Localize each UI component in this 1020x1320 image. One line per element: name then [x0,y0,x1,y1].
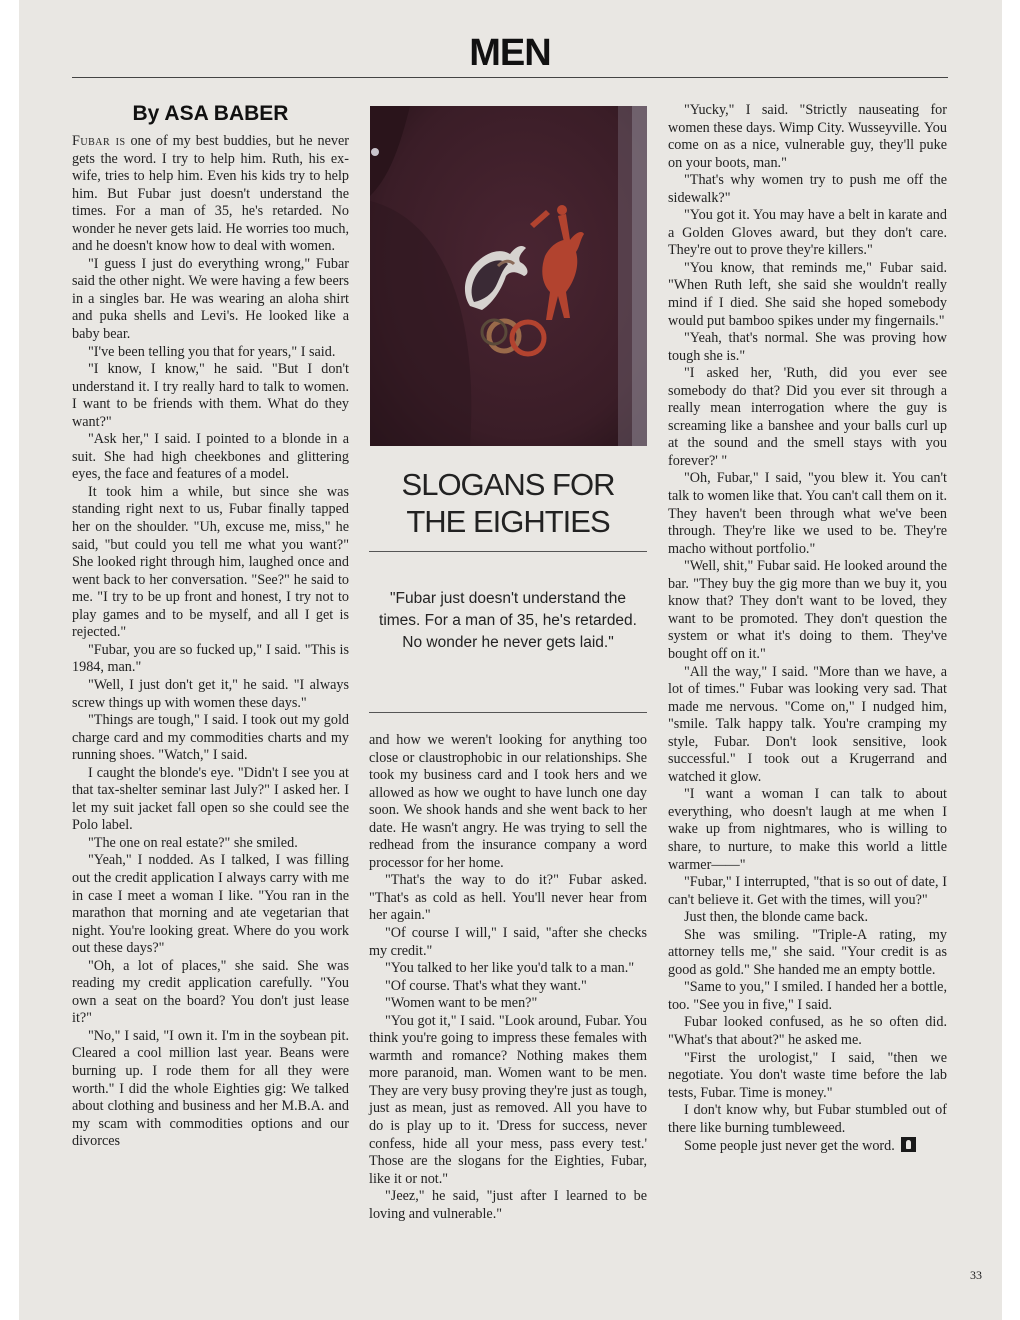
paragraph: "The one on real estate?" she smiled. [88,834,298,851]
article-column-2 [369,732,647,1223]
paragraph: "Of course I will," I said, "after she checks my credit." [369,925,647,959]
paragraph: "Well, I just don't get it," he said. "I always screw things up with women these days." [72,676,349,711]
playboy-bunny-icon [901,1137,916,1152]
paragraph: "No," I said, "I own it. I'm in the soybean pit. Cleared a cool million last year. Beans were burning up. I rode them for all they were worth." I did the whole Eighties gig: We talked about clothing and business and her M.B.A. and my scam with commodities options and our divorces [72,1027,349,1150]
section-title: MEN [469,32,551,74]
paragraph: "Yucky," I said. "Strictly nauseating for women these days. Wimp City. Wusseyville. You come on as a nice, vulnerable guy, they'll puke on your boots, man." [668,102,947,171]
pull-quote-top-rule [369,551,647,552]
lead-in: Fubar is [72,133,126,149]
paragraph: Fubar is one of my best buddies, but he never gets the word. I try to help him. Ruth, his ex-wife, tries to help him. Even his kids try to help him. But Fubar just doesn't understand the times. For a man of 35, he's retarded. No wonder he never gets laid. He worries too much, and he doesn't know how to deal with women. [72,133,349,255]
headline-line-1: SLOGANS FOR [401,467,615,502]
paragraph: "Fubar, you are so fucked up," I said. "This is 1984, man." [72,641,349,676]
paragraph: "That's why women try to push me off the sidewalk?" [668,172,947,206]
paragraph: "Women want to be men?" [385,995,538,1012]
paragraph: She was smiling. "Triple-A rating, my attorney tells me," she said. "Your credit is as good as gold." She handed me an empty bottle. [668,926,947,978]
paragraph: "You talked to her like you'd talk to a man." [385,960,635,977]
paragraph: and how we weren't looking for anything too close or claustrophobic in our relationships. She took my business card and I took hers and we allowed as how we ought to have lunch one day soon. We shook hands and she went back to her date. He wasn't angry. He was trying to sell the redhead from the insurance company a word processor for her home. [369,732,647,871]
article-column-3 [668,102,947,1156]
headline-line-2: THE EIGHTIES [406,504,610,539]
header-rule [72,77,948,78]
paragraph: Some people just never get the word. [668,1137,947,1156]
paragraph: "I asked her, 'Ruth, did you ever see somebody do that? Did you ever sit through a really mean interrogation where the guy is screaming like a banshee and your balls curl up at the sound and the smell stays with you forever?' " [668,365,947,469]
paragraph: "Same to you," I smiled. I handed her a bottle, too. "See you in five," I said. [668,979,947,1013]
paragraph: "Well, shit," Fubar said. He looked around the bar. "They buy the gig more than we buy it, you know that? They don't want to be loved, they want to be promoted. They don't question the system or what it's doing to them. They've bought off on it." [668,558,947,662]
paragraph: "You got it. You may have a belt in karate and a Golden Gloves award, but they don't care. They're out to prove they're killers." [668,207,947,259]
paragraph: "I've been telling you that for years," I said. [88,343,336,360]
paragraph: "I know, I know," he said. "But I don't understand it. I try really hard to talk to women. I want to be friends with them. What do they want?" [72,361,349,430]
pull-quote: "Fubar just doesn't understand the times. For a man of 35, he's retarded. No wonder he never gets laid." [379,590,637,651]
shirt-logos-photo [370,106,647,446]
paragraph: "Things are tough," I said. I took out my gold charge card and my commodities charts and my running shoes. "Watch," I said. [72,712,349,764]
paragraph: "Of course. That's what they want." [385,977,587,994]
paragraph: "I guess I just do everything wrong," Fubar said the other night. We were having a few beers in a singles bar. He was wearing an aloha shirt and puka shells and Levi's. He looked like a baby bear. [72,255,349,343]
paragraph: "Yeah, that's normal. She was proving how tough she is." [668,330,947,364]
paragraph: "You know, that reminds me," Fubar said. "When Ruth left, she said she wouldn't really mind if I died. She said she hoped somebody would put bamboo spikes under my fingernails." [668,259,947,329]
paragraph: "Oh, a lot of places," she said. She was reading my credit application carefully. "You own a seat on the board? You don't just lease it?" [72,957,349,1027]
paragraph: "Yeah," I nodded. As I talked, I was filling out the credit application I always carry with me in case I meet a woman I like. "You ran in the marathon that morning and ate vegetarian that night. You're looking great. Where do you work out these days?" [72,852,349,957]
paragraph: "That's the way to do it?" Fubar asked. "That's as cold as hell. You'll never hear from her again." [369,872,647,924]
page-number: 33 [970,1268,982,1282]
paragraph: Fubar looked confused, as he so often did. "What's that about?" he asked me. [668,1014,947,1048]
article-headline [369,466,647,540]
paragraph: "You got it," I said. "Look around, Fubar. You think you're going to impress these females with warmth and romance? Nothing makes them more paranoid, man. Women want to be men. They are very busy proving they're just as tough, just as mean, just as removed. All you have to do is play up to it. 'Dress for success, never confess, hide all your mess, pass every test.' Those are the slogans for the Eighties, Fubar, like it or not." [369,1012,647,1187]
paragraph: I don't know why, but Fubar stumbled out of there like burning tumbleweed. [668,1102,947,1136]
paragraph: "I want a woman I can talk to about everything, who doesn't laugh at me when I wake up from nightmares, who is willing to share, to nurture, to make this world a little warmer——" [668,786,947,873]
paragraph: "First the urologist," I said, "then we negotiate. You don't waste time before the lab tests, Fubar. Time is money." [668,1049,947,1101]
paragraph: Just then, the blonde came back. [684,909,868,926]
paragraph: I caught the blonde's eye. "Didn't I see you at that tax-shelter seminar last July?" I asked her. I let my suit jacket fall open so she could see the Polo label. [72,764,349,834]
paragraph: "Oh, Fubar," I said, "you blew it. You can't talk to women like that. You can't call them on it. They haven't been through what we've been through. They're like we used to be. They're macho without portfolio." [668,470,947,557]
paragraph: It took him a while, but since she was standing right next to us, Fubar finally tapped her on the shoulder. "Uh, excuse me, miss," he said, "but could you tell me what you want?" She looked right through him, laughed once and went back to her conversation. "See?" he said to me. "I try to be up front and honest, I try not to play games and to be myself, and all I get is rejected." [72,483,349,641]
photo-illustration [370,106,647,446]
paragraph: "Ask her," I said. I pointed to a blonde in a suit. She had high cheekbones and glittering eyes, the face and features of a model. [72,431,349,483]
pull-quote-bottom-rule [369,712,647,713]
article-column-1 [72,133,349,1151]
paragraph: "Jeez," he said, "just after I learned to be loving and vulnerable." [369,1188,647,1222]
byline: By ASA BABER [132,102,289,125]
paragraph: "All the way," I said. "More than we have, a lot of times." Fubar was looking very sad. That made me nervous. "Come on," I nudged him, "smile. Talk happy talk. You're cramping my style, Fubar. Don't look sensitive, look successful." I took out a Krugerrand and watched it glow. [668,663,947,785]
paragraph: "Fubar," I interrupted, "that is so out of date, I can't believe it. Get with the times, will you?" [668,874,947,908]
